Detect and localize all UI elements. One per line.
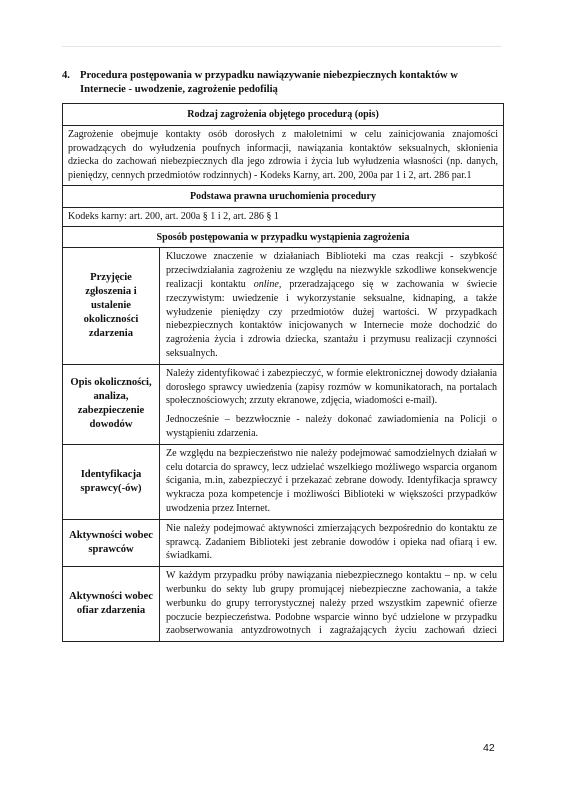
section-title-line1: Procedura postępowania w przypadku nawiązywanie niebezpiecznych kontaktów w [80,70,458,81]
row-label-evidence: Opis okoliczności, analiza, zabezpieczenie dowodów [63,364,160,444]
row-text-victims: W każdym przypadku próby nawiązania niebezpiecznego kontaktu – np. w celu werbunku do sekty lub grupy promującej niebezpieczne zachowania, a także werbunku do grupy terrorystycznej należy przed wszystkim zapewnić ofierze poczucie bezpieczeństwa. Podobne wsparcie winno być udzielone w przypadku zaobserwowania antyzdrowotnych i zagrażających życiu zachowań dzieci [160,567,504,642]
table-row [63,519,504,566]
table-row [63,248,504,364]
table-row [63,444,504,519]
procedure-table [62,103,504,642]
threat-description: Zagrożenie obejmuje kontakty osób dorosłych z małoletnimi w celu zainicjowania znajomości prowadzących do wyłudzenia poufnych informacji, nawiązania kontaktów seksualnych, skłonienia dziecka do zachowań niebezpiecznych dla jego zdrowia i życia lub wyłudzenia własności (np. danych, pieniędzy, cennych przedmiotów rodzinnych) - Kodeks Karny, art. 200, 200a par 1 i 2, art. 286 par.1 [63,125,504,185]
section-title-line2: Internecie - uwodzenie, zagrożenie pedofilią [80,84,278,95]
row-text-intake [160,248,504,364]
table-row [63,207,504,226]
section-number: 4. [62,70,70,81]
row-text-evidence [160,364,504,444]
page-number: 42 [483,742,495,754]
header-rule [62,46,502,47]
table-row [63,364,504,444]
table-row [63,567,504,642]
intake-text-part2: , przeradzającego się w zachowania w świecie rzeczywistym: uwiedzenie i wykorzystanie seksualne, kidnaping, a także wyłudzenie pieniędzy czy przedmiotów dużej wartości. W przypadkach niebezpiecznych kontaktów inicjowanych w Internecie może dochodzić do zagrożenia życia i zdrowia dziecka, szantażu i przymusu realizacji czynności seksualnych. [166,278,498,359]
row-label-intake: Przyjęcie zgłoszenia i ustalenie okoliczności zdarzenia [63,248,160,364]
table-row [63,125,504,185]
procedure-header: Sposób postępowania w przypadku wystąpienia zagrożenia [63,226,504,248]
intake-text-part1: Kluczowe znaczenie w działaniach Biblioteki ma czas reakcji - szybkość przeciwdziałania zagrożeniu ze względu na niezwykle szkodliwe konsekwencje realizacji kontaktu [166,251,498,290]
row-label-victims: Aktywności wobec ofiar zdarzenia [63,567,160,642]
row-label-identification: Identyfikacja sprawcy(-ów) [63,444,160,519]
evidence-paragraph-1: Należy zidentyfikować i zabezpieczyć, w formie elektronicznej dowody działania dorosłego sprawcy uwiedzenia (zapisy rozmów w komunikatorach, na portalach społecznościowych; zrzuty ekranowe, zdjęcia, wiadomości e-mail). [166,367,498,407]
row-text-identification: Ze względu na bezpieczeństwo nie należy podejmować samodzielnych działań w celu dotarcia do sprawcy, lecz udzielać wszelkiego możliwego wsparcia organom ścigania, m.in, zabezpieczyć i przekazać zebrane dowody. Identyfikacja sprawcy wykracza poza kompetencje i możliwości Biblioteki w większości przypadków uwodzenia przez Internet. [160,444,504,519]
evidence-paragraph-2: Jednocześnie – bezzwłocznie - należy dokonać zawiadomienia na Policji o wystąpieniu zdarzenia. [166,414,498,439]
table-row [63,104,504,126]
table-row [63,226,504,248]
table-row [63,185,504,207]
row-label-offenders: Aktywności wobec sprawców [63,519,160,566]
section-heading [62,69,506,97]
row-text-offenders: Nie należy podejmować aktywności zmierzających bezpośrednio do kontaktu ze sprawcą. Zadaniem Biblioteki jest zebranie dowodów i opieka nad ofiarą i ew. świadkami. [160,519,504,566]
legal-basis-header: Podstawa prawna uruchomienia procedury [63,185,504,207]
legal-basis-text: Kodeks karny: art. 200, art. 200a § 1 i 2, art. 286 § 1 [63,207,504,226]
threat-type-header: Rodzaj zagrożenia objętego procedurą (opis) [63,104,504,126]
intake-text-italic: online [253,278,279,290]
